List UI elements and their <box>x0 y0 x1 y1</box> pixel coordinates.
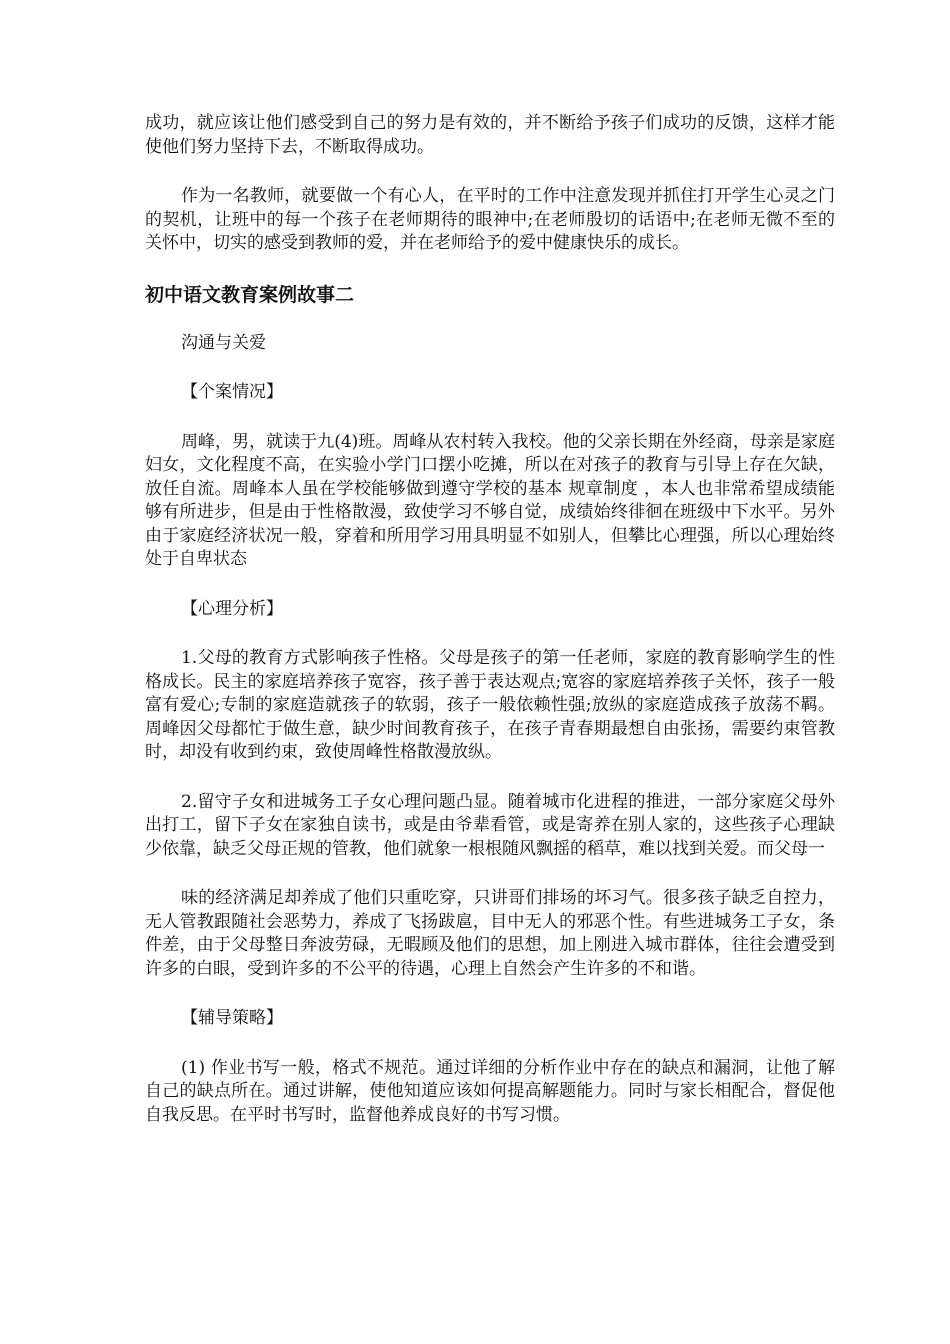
case-label: 【个案情况】 <box>181 382 283 402</box>
analysis-point-2: 2.留守子女和进城务工子女心理问题凸显。随着城市化进程的推进，一部分家庭父母外出打工，留下子女在家独自读书，或是由爷辈看管，或是寄养在别人家的，这些孩子心理缺少依靠，缺乏父母正规的管教，他们就象一根根随风飘摇的稻草，难以找到关爱。而父母一 <box>145 791 835 859</box>
paragraph-success-feedback: 成功，就应该让他们感受到自己的努力是有效的，并不断给予孩子们成功的反馈，这样才能使他们努力坚持下去，不断取得成功。 <box>145 113 835 157</box>
paragraph-teacher-role: 作为一名教师，就要做一个有心人，在平时的工作中注意发现并抓住打开学生心灵之门的契机，让班中的每一个孩子在老师期待的眼神中;在老师殷切的话语中;在老师无微不至的关怀中，切实的感受到教师的爱，并在老师给予的爱中健康快乐的成长。 <box>145 186 835 253</box>
document-page <box>145 112 835 1153</box>
strategy-point-1: (1) 作业书写一般，格式不规范。通过详细的分析作业中存在的缺点和漏洞，让他了解自己的缺点所在。通过讲解，使他知道应该如何提高解题能力。同时与家长相配合，督促他自我反思。在平时书写时，监督他养成良好的书写习惯。 <box>145 1057 835 1125</box>
subtitle: 沟通与关爱 <box>181 332 266 353</box>
case-text: 周峰，男，就读于九(4)班。周峰从农村转入我校。他的父亲长期在外经商，母亲是家庭妇女，文化程度不高，在实验小学门口摆小吃摊，所以在对孩子的教育与引导上存在欠缺，放任自流。周峰本人虽在学校能够做到遵守学校的基本 规章制度 ，本人也非常希望成绩能够有所进步，但是由于性格散漫，致使学习不够自觉，成绩始终徘徊在班级中下水平。另外由于家庭经济状况一般，穿着和所用学习用具明显不如别人，但攀比心理强，所以心理始终处于自卑状态 <box>145 431 835 569</box>
strategy-label: 【辅导策略】 <box>181 1008 283 1028</box>
analysis-point-2-continued: 味的经济满足却养成了他们只重吃穿，只讲哥们排场的坏习气。很多孩子缺乏自控力，无人管教跟随社会恶势力，养成了飞扬跋扈，目中无人的邪恶个性。有些进城务工子女，条件差，由于父母整日奔波劳碌，无暇顾及他们的思想，加上刚进入城市群体，往往会遭受到许多的白眼，受到许多的不公平的待遇，心理上自然会产生许多的不和谐。 <box>145 888 835 979</box>
analysis-label: 【心理分析】 <box>181 598 283 619</box>
section-title: 初中语文教育案例故事二 <box>145 283 355 306</box>
analysis-point-1: 1.父母的教育方式影响孩子性格。父母是孩子的第一任老师，家庭的教育影响学生的性格成长。民主的家庭培养孩子宽容，孩子善于表达观点;宽容的家庭培养孩子关怀，孩子一般富有爱心;专制的家庭造就孩子的软弱，孩子一般依赖性强;放纵的家庭造成孩子放荡不羁。周峰因父母都忙于做生意，缺少时间教育孩子，在孩子青春期最想自由张扬，需要约束管教时，却没有收到约束，致使周峰性格散漫放纵。 <box>145 648 835 762</box>
